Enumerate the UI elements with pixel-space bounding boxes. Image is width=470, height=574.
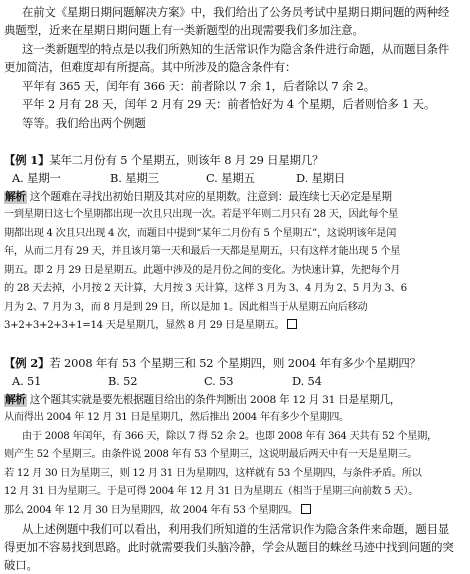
example-1-question bbox=[4, 153, 323, 167]
example-1-options bbox=[12, 171, 345, 185]
example-2-tag: 【例 2】 bbox=[4, 356, 50, 370]
example-1-analysis-line: 一到星期日这七个星期都出现一次且只出现一次。若是平年则二月只有 28 天，因此每个星 bbox=[4, 209, 398, 220]
end-box-icon bbox=[287, 319, 297, 329]
example-1-analysis-line: 期五。即 2 月 29 日是星期五。此题中涉及的是月份之间的变化。为快速计算，先把每个月 bbox=[4, 265, 401, 276]
example-1-analysis-line: 解析 这个题难在寻找出初始日期及其对应的星期数。注意到：最连续七天必定是星期 bbox=[5, 191, 392, 203]
intro-line: 这一类新题型的特点是以我们所熟知的生活常识作为隐含条件进行命题，从而题目条件 bbox=[22, 42, 450, 56]
example-2-analysis-line: 若 12 月 30 日为星期三，则 12 月 31 日为星期四，这样就有 53 个星期四，与条件矛盾。所以 bbox=[4, 468, 422, 479]
example-1-analysis-line: 月为 2、7 月为 3，而 8 月是到 29 日，所以是加 1。因此相当于从星期五向后移动 bbox=[4, 302, 368, 313]
conclusion-line: 得更加不容易找到思路。此时就需要我们头脑冷静，学会从题目的蛛丝马迹中找到问题的突 bbox=[4, 540, 454, 554]
condition-line: 平年 2 月有 28 天，闰年 2 月有 29 天：前者恰好为 4 个星期，后者则恰多 1 天。 bbox=[22, 97, 436, 111]
example-2-question-text: 若 2008 年有 53 个星期三和 52 个星期四，则 2004 年有多少个星期四？ bbox=[49, 356, 421, 370]
option: B. 星期三 bbox=[110, 171, 159, 185]
example-1-analysis-line: 3+2+3+2+3+1=14 天是星期几，显然 8 月 29 日是星期五。 bbox=[4, 319, 297, 333]
example-2-question bbox=[4, 356, 421, 370]
option: B. 52 bbox=[108, 374, 138, 388]
example-1-question-text: 某年二月份有 5 个星期五，则该年 8 月 29 日星期几？ bbox=[49, 153, 324, 167]
example-2-analysis-line: 12 月 31 日为星期三。于是可得 2004 年 12 月 31 日为星期五（相当于星期三向前数 5 天）。 bbox=[4, 486, 419, 497]
example-2-analysis-line: 则产生 52 个星期三。由条件说 2008 年有 53 个星期三，这说明最后两天中有一天是星期三。 bbox=[4, 449, 418, 460]
option: D. 星期日 bbox=[296, 171, 346, 185]
example-2-analysis-line: 那么 2004 年 12 月 30 日为星期四，故 2004 年有 53 个星期四。 bbox=[4, 504, 311, 518]
condition-line: 平年有 365 天，闰年有 366 天：前者除以 7 余 1，后者除以 7 余 2。 bbox=[22, 79, 375, 93]
end-box-icon bbox=[301, 504, 311, 514]
conclusion-line: 破口。 bbox=[4, 558, 38, 572]
option: C. 星期五 bbox=[206, 171, 255, 185]
conclusion-line: 从上述例题中我们可以看出，利用我们所知道的生活常识作为隐含条件来命题，题目显 bbox=[22, 522, 450, 536]
example-1-analysis-line: 期都出现 4 次且只出现 4 次，而题目中提到“某年二月份有 5 个星期五”，这说明该年是闰 bbox=[4, 228, 397, 239]
example-1-analysis-line: 年，从而二月有 29 天，并且该月第一天和最后一天都是星期五，只有这样才能出现 5 个星 bbox=[4, 246, 401, 257]
example-1-analysis-line: 的 28 天去掉，小月按 2 天计算，大月按 3 天计算，这样 3 月为 3、4 月为 2、5 月为 3、6 bbox=[4, 283, 407, 294]
condition-line: 等等。我们给出两个例题 bbox=[22, 116, 146, 130]
example-2-options bbox=[12, 374, 322, 388]
example-2-analysis-line: 解析 这个题其实就是要先根据题目给出的条件判断出 2008 年 12 月 31 日是星期几， bbox=[5, 394, 401, 406]
option: A. 51 bbox=[12, 374, 42, 388]
option: D. 54 bbox=[292, 374, 322, 388]
intro-line: 更加简洁，但难度却有所提高。其中所涉及的隐含条件有： bbox=[4, 60, 297, 74]
option: A. 星期一 bbox=[12, 171, 61, 185]
example-1-tag: 【例 1】 bbox=[4, 153, 50, 167]
example-2-analysis-line: 从而得出 2004 年 12 月 31 日是星期几，然后推出 2004 年有多少个星期四。 bbox=[4, 412, 349, 423]
intro-line: 在前文《星期日期问题解决方案》中，我们给出了公务员考试中星期日期问题的两种经 bbox=[22, 5, 450, 19]
intro-line: 典题型，近来在星期日期问题上有一类新题型的出现需要我们多加注意。 bbox=[4, 23, 364, 37]
example-2-analysis-line: 由于 2008 年闰年，有 366 天，除以 7 得 52 余 2。也即 2008 年有 364 天共有 52 个星期， bbox=[22, 431, 437, 442]
analysis-label: 解析 bbox=[5, 191, 26, 203]
option: C. 53 bbox=[204, 374, 234, 388]
analysis-label: 解析 bbox=[5, 394, 26, 406]
